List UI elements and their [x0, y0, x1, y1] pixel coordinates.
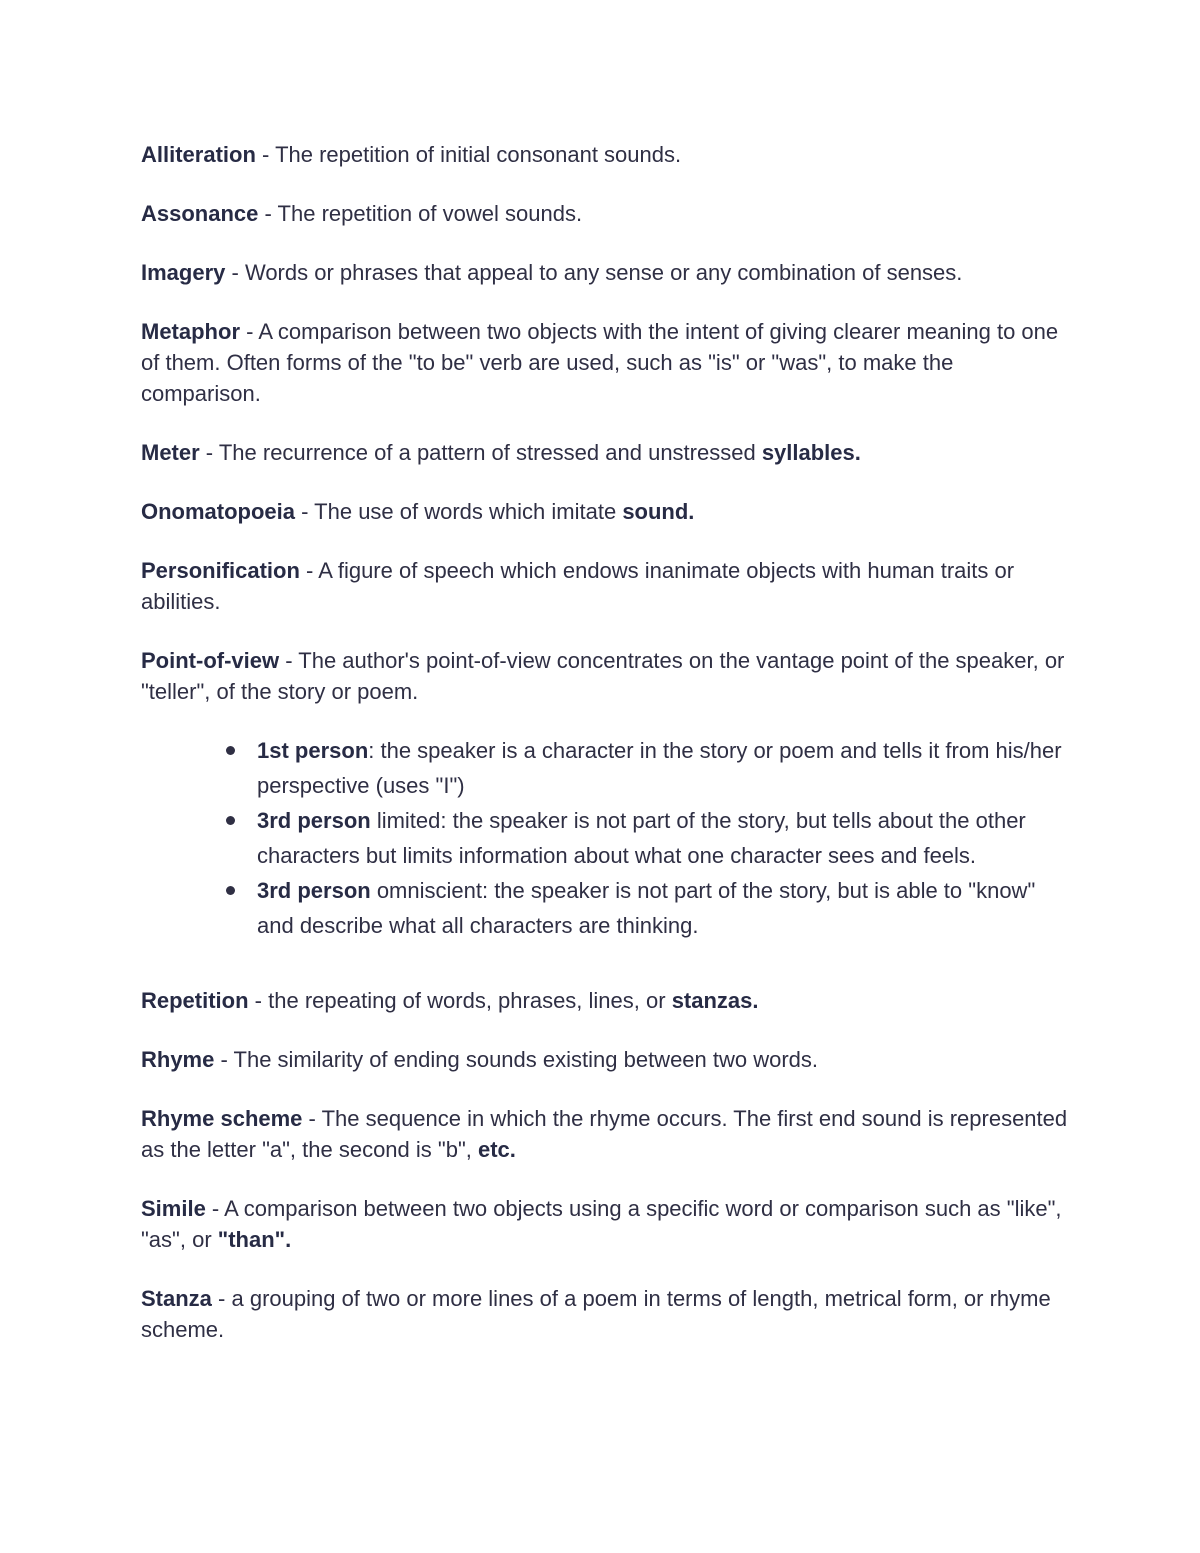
definition-bold-tail: etc. [477, 1137, 516, 1162]
definition-text: The repetition of initial consonant sounds. [275, 142, 682, 167]
bullet-text: omniscient: the speaker is not part of the story, but is able to "know" and describe what all characters are thinking. [257, 878, 1036, 938]
definition-bold-tail: sound. [622, 499, 695, 524]
list-item [257, 733, 1071, 803]
entry-onomatopoeia [141, 496, 1071, 527]
definition-text: The similarity of ending sounds existing between two words. [233, 1047, 819, 1072]
definition-text: a grouping of two or more lines of a poem in terms of length, metrical form, or rhyme scheme. [141, 1286, 1051, 1342]
term-separator: - [295, 499, 315, 524]
definition-text: A comparison between two objects using a specific word or comparison such as "like", "as", or [141, 1196, 1062, 1252]
definition-text: the repeating of words, phrases, lines, or [268, 988, 672, 1013]
term-label: Imagery [141, 260, 226, 285]
term-separator: - [211, 1286, 232, 1311]
entry-stanza [141, 1283, 1071, 1345]
definition-bold-tail: "than". [217, 1227, 292, 1252]
term-label: Rhyme [141, 1047, 215, 1072]
term-label: Simile [141, 1196, 206, 1221]
entry-personification [141, 555, 1071, 617]
definition-bold-tail: syllables. [761, 440, 861, 465]
term-label: Repetition [141, 988, 249, 1013]
definition-text: The author's point-of-view concentrates on the vantage point of the speaker, or "teller", of the story or poem. [141, 648, 1065, 704]
term-label: Assonance [141, 201, 259, 226]
definition-text: A comparison between two objects with the intent of giving clearer meaning to one of them. Often forms of the "to be" verb are used, such as "is" or "was", to make the comparison. [141, 319, 1059, 406]
entry-meter [141, 437, 1071, 468]
bullet-bold-label: 3rd person [257, 878, 371, 903]
term-separator: - [214, 1047, 234, 1072]
list-item [257, 803, 1071, 873]
bullet-bold-label: 3rd person [257, 808, 371, 833]
definition-text: The sequence in which the rhyme occurs. The first end sound is represented as the letter "a", the second is "b", [141, 1106, 1068, 1162]
term-label: Alliteration [141, 142, 256, 167]
bullet-text: limited: the speaker is not part of the story, but tells about the other characters but limits information about what one character sees and feels. [257, 808, 1026, 868]
term-separator: - [205, 1196, 225, 1221]
entry-point-of-view [141, 645, 1071, 707]
term-separator: - [225, 260, 245, 285]
term-separator: - [248, 988, 269, 1013]
term-label: Personification [141, 558, 300, 583]
entry-rhyme [141, 1044, 1071, 1075]
entry-simile [141, 1193, 1071, 1255]
term-separator: - [240, 319, 259, 344]
entry-assonance [141, 198, 1071, 229]
definition-text: Words or phrases that appeal to any sense or any combination of senses. [244, 260, 963, 285]
entry-alliteration [141, 139, 1071, 170]
term-label: Metaphor [141, 319, 240, 344]
term-separator: - [199, 440, 219, 465]
bullet-text: : the speaker is a character in the story or poem and tells it from his/her perspective (uses "I") [257, 738, 1062, 798]
definition-text: A figure of speech which endows inanimate objects with human traits or abilities. [141, 558, 1015, 614]
term-label: Point-of-view [141, 648, 280, 673]
bullet-bold-label: 1st person [257, 738, 369, 763]
term-label: Stanza [141, 1286, 212, 1311]
entry-rhyme-scheme [141, 1103, 1071, 1165]
entry-imagery [141, 257, 1071, 288]
document-page [141, 139, 1071, 1373]
term-separator: - [255, 142, 276, 167]
term-separator: - [299, 558, 319, 583]
entry-metaphor [141, 316, 1071, 409]
term-label: Meter [141, 440, 200, 465]
definition-bold-tail: stanzas. [671, 988, 759, 1013]
term-label: Onomatopoeia [141, 499, 296, 524]
definition-text: The use of words which imitate [314, 499, 623, 524]
term-separator: - [279, 648, 299, 673]
definition-text: The recurrence of a pattern of stressed and unstressed [218, 440, 762, 465]
list-item [257, 873, 1071, 943]
entry-repetition [141, 985, 1071, 1016]
definition-text: The repetition of vowel sounds. [277, 201, 583, 226]
term-label: Rhyme scheme [141, 1106, 303, 1131]
term-separator: - [258, 201, 278, 226]
term-separator: - [302, 1106, 322, 1131]
pov-bullet-list [141, 733, 1071, 943]
